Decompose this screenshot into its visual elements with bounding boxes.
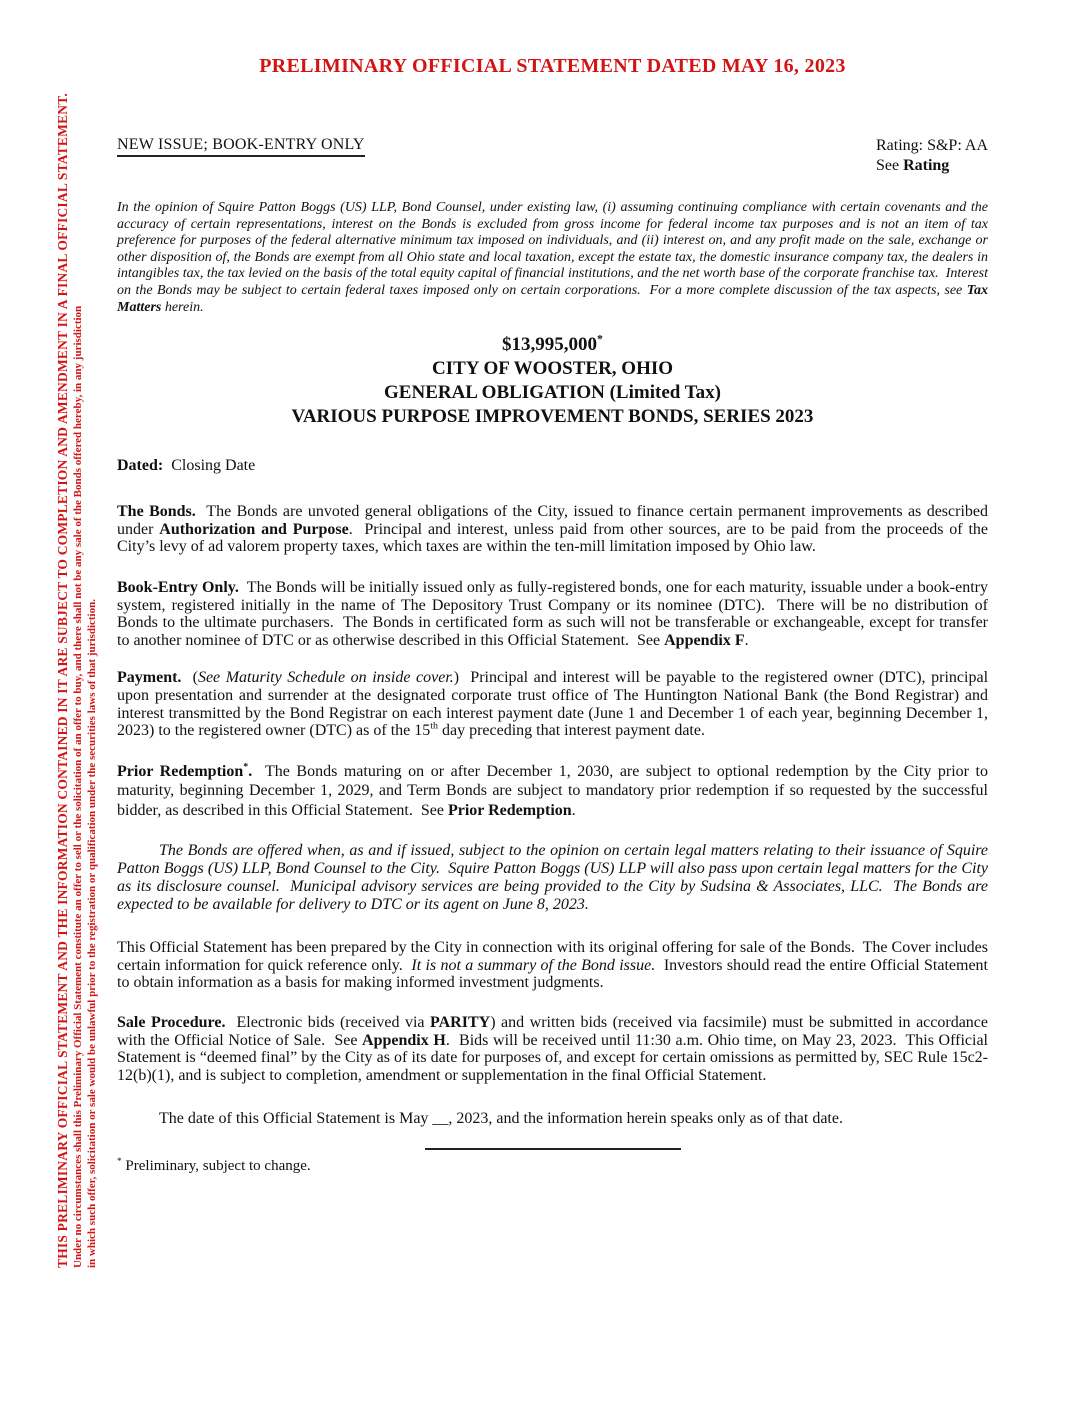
series-title: VARIOUS PURPOSE IMPROVEMENT BONDS, SERIES 2023 [291,406,814,428]
see-rating-line: See Rating [875,157,950,174]
new-issue-label: NEW ISSUE; BOOK-ENTRY ONLY [117,136,365,157]
vertical-disclaimer-line-1: THIS PRELIMINARY OFFICIAL STATEMENT AND THE INFORMATION CONTAINED IN IT ARE SUBJECT TO COMPLETION AND AMENDMENT IN A FINAL OFFICIAL STATEMENT. [55,93,70,1268]
dated-line: Dated: Closing Date [117,457,256,475]
rating-line: Rating: S&P: AA [875,137,988,154]
vertical-disclaimer-line-3: in which such offer, solicitation or sale would be unlawful prior to the registration or qualification under the securities laws of that jurisdiction. [86,599,98,1268]
paragraph-payment: Payment. (See Maturity Schedule on inside cover.) Principal and interest will be payable to the registered owner (DTC), principal upon presentation and surrender at the designated corporate trust office of The Huntington National Bank (the Bond Registrar) and interest transmitted by the Bond Registrar on each interest payment date (June 1 and December 1 of each year, beginning December 1, 2023) to the registered owner (DTC) as of the 15th day preceding that interest payment date. [117,669,989,740]
bond-counsel-opinion: In the opinion of Squire Patton Boggs (US) LLP, Bond Counsel, under existing law, (i) assuming continuing compliance with certain covenants and the accuracy of certain representations, interest on the Bonds is excluded from gross income for federal income tax purposes and is not an item of tax preference for purposes of the federal alternative minimum tax imposed on individuals, and (ii) interest on, and any profit made on the sale, exchange or other disposition of, the Bonds are exempt from all Ohio state and local taxation, except the estate tax, the domestic insurance company tax, the dealers in intangibles tax, the tax levied on the basis of the total equity capital of financial institutions, and the net worth base of the corporate franchise tax. Interest on the Bonds may be subject to certain federal taxes imposed only on certain corporations. For a more complete discussion of the tax aspects, see Tax Matters herein. [117,200,988,315]
issue-rating-row [117,136,988,176]
vertical-disclaimer-line-2: Under no circumstances shall this Preliminary Official Statement constitute an offer to sell or the solicitation of an offer to buy, and there shall not be any sale of the Bonds offered hereby, in any jurisdiction [72,305,84,1268]
bond-amount: $13,995,000* [502,332,603,356]
title-block [117,333,988,429]
obligation-type: GENERAL OBLIGATION (Limited Tax) [384,382,721,404]
footnote-separator [425,1148,681,1150]
paragraph-statement-date: The date of this Official Statement is May __, 2023, and the information herein speaks only as of that date. [159,1110,843,1128]
paragraph-official-statement: This Official Statement has been prepared by the City in connection with its original offering for sale of the Bonds. The Cover includes certain information for quick reference only. It is not a summary of the Bond issue. Investors should read the entire Official Statement to obtain information as a basis for making informed investment judgments. [117,939,989,992]
banner-title: PRELIMINARY OFFICIAL STATEMENT DATED MAY 16, 2023 [259,55,846,77]
paragraph-book-entry-only: Book-Entry Only. The Bonds will be initially issued only as fully-registered bonds, one for each maturity, issuable under a book-entry system, registered initially in the name of The Depository Trust Company or its nominee (DTC). There will be no distribution of Bonds to the ultimate purchasers. The Bonds in certificated form as such will not be transferable or exchangeable, except for transfer to another nominee of DTC or as otherwise described in this Official Statement. See Appendix F. [117,578,989,649]
footnote-preliminary: * Preliminary, subject to change. [117,1156,311,1174]
rating-block [876,136,988,176]
paragraph-offering-notice: The Bonds are offered when, as and if issued, subject to the opinion on certain legal matters relating to their issuance of Squire Patton Boggs (US) LLP, Bond Counsel to the City. Squire Patton Boggs (US) LLP will also pass upon certain legal matters for the City as its disclosure counsel. Municipal advisory services are being provided to the City by Sudsina & Associates, LLC. The Bonds are expected to be available for delivery to DTC or its agent on June 8, 2023. [117,842,988,914]
paragraph-the-bonds: The Bonds. The Bonds are unvoted general obligations of the City, issued to finance certain permanent improvements as described under Authorization and Purpose. Principal and interest, unless paid from other sources, are to be paid from the proceeds of the City’s levy of ad valorem property taxes, which taxes are within the ten-mill limitation imposed by Ohio law. [117,503,989,556]
paragraph-prior-redemption: Prior Redemption*. The Bonds maturing on or after December 1, 2030, are subject to optional redemption by the City prior to maturity, beginning December 1, 2029, and Term Bonds are subject to mandatory prior redemption if so requested by the successful bidder, as described in this Official Statement. See Prior Redemption. [117,761,988,819]
issuer-name: CITY OF WOOSTER, OHIO [431,358,674,380]
paragraph-sale-procedure: Sale Procedure. Electronic bids (received via PARITY) and written bids (received via facsimile) must be submitted in accordance with the Official Notice of Sale. See Appendix H. Bids will be received until 11:30 a.m. Ohio time, on May 23, 2023. This Official Statement is “deemed final” by the City as of its date for purposes of, and except for certain omissions as permitted by, SEC Rule 15c2-12(b)(1), and is subject to completion, amendment or supplementation in the final Official Statement. [117,1013,989,1084]
document-content [117,0,988,1175]
vertical-disclaimer [55,93,99,1268]
